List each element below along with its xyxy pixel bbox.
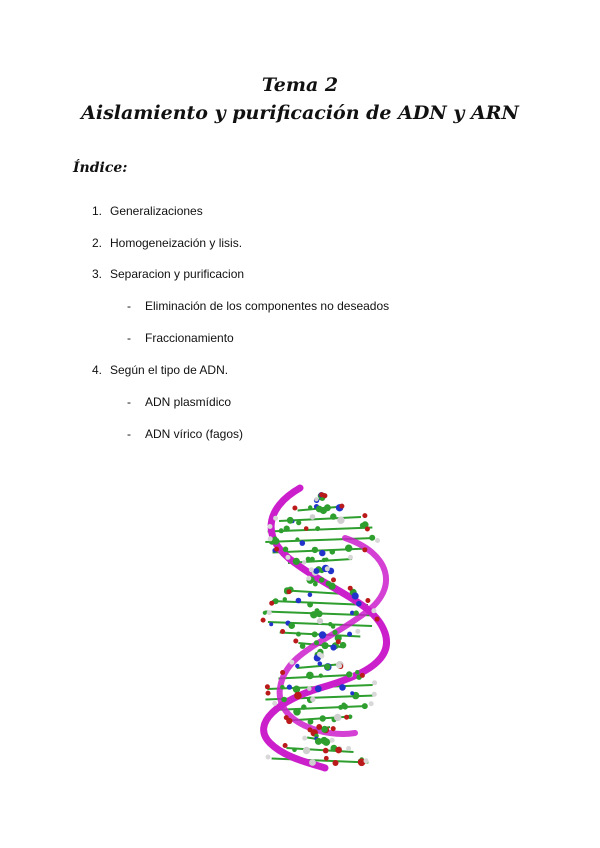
- atom: [346, 746, 351, 751]
- atom: [281, 697, 287, 703]
- atom: [317, 618, 323, 624]
- list-number: 3.: [92, 267, 103, 281]
- atom: [310, 514, 316, 520]
- atom: [316, 724, 322, 730]
- atom: [331, 577, 336, 582]
- atom: [306, 576, 311, 581]
- atom: [344, 715, 349, 720]
- atom: [324, 756, 329, 761]
- atom: [283, 547, 289, 553]
- atom: [287, 517, 294, 524]
- atom: [308, 505, 312, 509]
- atom: [347, 632, 352, 637]
- atom: [293, 686, 300, 693]
- atom: [268, 524, 273, 529]
- document-title: Tema 2: [261, 74, 339, 96]
- atom: [319, 631, 326, 638]
- atom: [362, 513, 367, 518]
- atom: [324, 664, 330, 670]
- atom: [362, 547, 367, 552]
- atom: [306, 672, 314, 680]
- atom: [269, 622, 273, 626]
- list-number: 2.: [92, 236, 103, 250]
- atom: [354, 610, 359, 615]
- atom: [322, 493, 327, 498]
- atom: [295, 537, 299, 541]
- atom: [331, 624, 335, 628]
- atom: [308, 719, 314, 725]
- atom: [288, 622, 295, 629]
- atom: [307, 686, 312, 691]
- atom: [330, 738, 335, 743]
- atoms: [261, 492, 380, 766]
- atom: [310, 611, 317, 618]
- atom: [324, 504, 331, 511]
- atom: [369, 535, 375, 541]
- atom: [315, 685, 322, 692]
- atom: [284, 526, 290, 532]
- atom: [287, 589, 292, 594]
- atom: [300, 540, 306, 546]
- atom: [301, 704, 306, 709]
- atom: [322, 558, 326, 562]
- atom: [323, 748, 329, 754]
- atom: [261, 618, 266, 623]
- atom: [280, 685, 285, 690]
- atom: [308, 727, 313, 732]
- atom: [289, 660, 294, 665]
- atom: [346, 671, 352, 677]
- atom: [337, 663, 342, 668]
- atom: [330, 513, 336, 519]
- atom: [337, 517, 344, 524]
- atom: [303, 747, 310, 754]
- atom: [280, 670, 285, 675]
- atom: [362, 703, 368, 709]
- atom: [267, 610, 272, 615]
- atom: [350, 691, 354, 695]
- atom: [309, 759, 316, 766]
- atom: [306, 557, 311, 562]
- atom: [319, 550, 325, 556]
- atom: [339, 504, 344, 509]
- atom: [365, 527, 370, 532]
- atom: [284, 715, 289, 720]
- atom: [300, 643, 306, 649]
- atom: [296, 520, 301, 525]
- atom: [313, 568, 319, 574]
- list-label: Homogeneización y lisis.: [110, 236, 243, 250]
- atom: [375, 617, 380, 622]
- atom: [340, 642, 347, 649]
- atom: [302, 736, 307, 741]
- bullet-dash: -: [127, 299, 131, 313]
- dna-helix-image: [225, 478, 420, 778]
- list-number: 4.: [92, 363, 103, 377]
- atom: [316, 506, 323, 513]
- atom: [325, 566, 330, 571]
- atom: [356, 601, 362, 607]
- atom: [313, 582, 318, 587]
- atom: [330, 644, 336, 650]
- atom: [339, 684, 346, 691]
- atom: [293, 639, 298, 644]
- atom: [279, 528, 284, 533]
- atom: [334, 714, 341, 721]
- sub-list-label: Eliminación de los componentes no deseados: [145, 299, 390, 313]
- atom: [320, 715, 326, 721]
- list-label: Según el tipo de ADN.: [110, 363, 229, 377]
- atom: [365, 598, 370, 603]
- atom: [360, 523, 365, 528]
- atom: [296, 632, 301, 637]
- bullet-dash: -: [127, 331, 131, 345]
- atom: [332, 630, 337, 635]
- atom: [330, 549, 336, 555]
- atom: [333, 760, 339, 766]
- atom: [355, 629, 360, 634]
- atom: [315, 526, 320, 531]
- atom: [372, 692, 377, 697]
- atom: [355, 670, 359, 674]
- atom: [322, 642, 329, 649]
- atom: [287, 685, 292, 690]
- atom: [319, 674, 323, 678]
- atom: [295, 664, 299, 668]
- atom: [331, 726, 336, 731]
- atom: [326, 581, 332, 587]
- atom: [319, 653, 324, 658]
- base-pair-bond: [272, 759, 369, 763]
- list-label: Separacion y purificacion: [110, 267, 245, 281]
- atom: [274, 547, 279, 552]
- atom: [342, 704, 348, 710]
- atom: [310, 697, 315, 702]
- atom: [352, 592, 359, 599]
- sub-list-label: Fraccionamiento: [145, 331, 234, 345]
- atom: [319, 577, 324, 582]
- sub-list-label: ADN vírico (fagos): [145, 427, 244, 441]
- atom: [321, 726, 328, 733]
- atom: [335, 747, 342, 754]
- atom: [372, 680, 377, 685]
- atom: [348, 555, 353, 560]
- atom: [312, 547, 318, 553]
- index-heading: Índice:: [73, 160, 128, 176]
- atom: [314, 640, 319, 645]
- list-label: Generalizaciones: [110, 204, 203, 218]
- atom: [323, 738, 331, 746]
- document-subtitle: Aislamiento y purificación de ADN y ARN: [81, 102, 519, 124]
- atom: [360, 673, 365, 678]
- atom: [283, 743, 288, 748]
- atom: [285, 555, 290, 560]
- list-number: 1.: [92, 204, 103, 218]
- atom: [307, 602, 313, 608]
- atom: [309, 567, 314, 572]
- atom: [266, 755, 271, 760]
- atom: [348, 586, 353, 591]
- atom: [318, 661, 323, 666]
- atom: [315, 738, 322, 745]
- atom: [293, 708, 301, 716]
- atom: [263, 611, 267, 615]
- atom: [345, 545, 352, 552]
- sub-list-label: ADN plasmídico: [145, 395, 232, 409]
- bullet-dash: -: [127, 395, 131, 409]
- atom: [280, 629, 285, 634]
- atom: [369, 701, 374, 706]
- atom: [269, 601, 274, 606]
- atom: [304, 526, 309, 531]
- atom: [308, 592, 313, 597]
- atom: [302, 560, 306, 564]
- atom: [273, 516, 278, 521]
- atom: [293, 558, 300, 565]
- atom: [375, 538, 380, 543]
- atom: [371, 608, 376, 613]
- atom: [314, 497, 318, 501]
- atom: [268, 536, 273, 541]
- atom: [294, 692, 302, 700]
- atom: [336, 639, 341, 644]
- bullet-dash: -: [127, 427, 131, 441]
- atom: [312, 631, 318, 637]
- atom: [364, 758, 369, 763]
- atom: [272, 701, 277, 706]
- atom: [283, 597, 287, 601]
- atom: [292, 506, 297, 511]
- atom: [296, 598, 302, 604]
- atom: [292, 748, 297, 753]
- atom: [266, 691, 271, 696]
- atom: [265, 684, 270, 689]
